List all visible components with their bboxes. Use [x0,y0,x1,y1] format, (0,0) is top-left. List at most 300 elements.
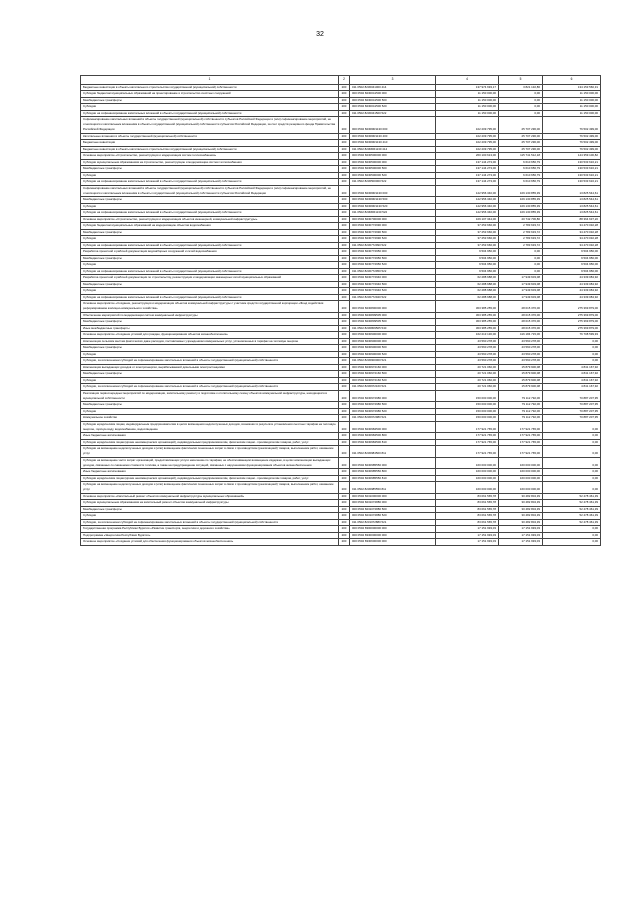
row-name: Субсидии юридическим лицам (кроме некоммерческих организаций), индивидуальным предпринимателям, физическим лицам - производителям товаров, работ, услуг [81,475,339,482]
row-approved: 160 000 000,00 [436,457,499,469]
row-budget-code: 000 0502 8300000000 000 [350,526,436,533]
row-executed: 79 112 792,06 [499,390,543,402]
row-name: Бюджетные инвестиции в объекты капитального строительства государственной (муниципальной) собственности [81,84,339,91]
row-approved: 122 956 340,00 [436,197,499,204]
row-line-code: 200 [339,153,350,160]
row-budget-code: 000 0502 8230972160 500 [350,371,436,378]
row-budget-code: 000 0502 823R0R1130 000 [350,117,436,134]
row-executed: 15 879 900,08 [499,377,543,384]
row-approved: 11 150 000,00 [436,97,499,104]
row-name: Субсидии, за исключением субсидий на софинансирование капитальных вложений в объекты государственной (муниципальной) собственности [81,384,339,391]
row-line-code: 200 [339,179,350,186]
row-name: Субсидии муниципальным образованиям на капитальный ремонт объектов коммунальной инфраструктуры [81,500,339,507]
row-line-code: 200 [339,402,350,409]
row-line-code: 200 [339,539,350,546]
row-executed: 177 921 765,00 [499,439,543,446]
row-name: Основное мероприятие «Создание, реконструкция и модернизация объектов коммунальной инфраструктуры с участием средств государственной корпорации «Фонд содействия реформированию жилищно-коммунального хозяйства» [81,301,339,313]
row-budget-code: 000 0502 8230985550 000 [350,457,436,469]
row-approved: 62 288 688,00 [436,275,499,282]
column-header: 2 [339,76,350,85]
row-budget-code: 000 0502 8230900000 000 [350,338,436,345]
row-unexecuted: 0,00 [543,421,601,433]
row-executed: 6 610 656,79 [499,166,543,173]
row-name: Обеспечение мероприятий по модернизации систем коммунальной инфраструктуры [81,312,339,319]
row-name: Подпрограмма «Энергетика Республики Бурятия» [81,532,339,539]
row-executed: 6 610 656,79 [499,172,543,179]
row-unexecuted: 130 533 616,21 [543,159,601,166]
row-approved: 20 721 060,00 [436,371,499,378]
row-line-code: 200 [339,97,350,104]
row-executed: 79 112 792,06 [499,402,543,409]
row-line-code: 200 [339,421,350,433]
row-budget-code: 000 0502 8230041500 000 [350,91,436,98]
row-budget-code: 000 0502 8230809505 500 [350,319,436,326]
row-unexecuted: 0,00 [543,526,601,533]
row-budget-code: 000 0502 8230500000 520 [350,172,436,179]
row-executed: 109 130 855,39 [499,197,543,204]
row-name: Компенсация сельским местам фактических даже расходов, поставляемых учреждениям коммунальных услуг, установленных в тарифах на тепловую энергию [81,338,339,345]
row-unexecuted: 70 887 207,95 [543,408,601,415]
row-unexecuted: 0,00 [543,469,601,476]
row-budget-code: 000 0502 8231072880 520 [350,513,436,520]
row-budget-code: 000 0502 8231072880 000 [350,500,436,507]
row-line-code: 200 [339,338,350,345]
row-budget-code: 000 0502 8230772950 500 [350,255,436,262]
row-budget-code: 000 0502 8230041500 500 [350,97,436,104]
row-line-code: 200 [339,345,350,352]
row-budget-code: 000 0502 8230972160 520 [350,377,436,384]
row-budget-code: 011 0502 8230772990 522 [350,242,436,249]
row-unexecuted: 0,00 [543,345,601,352]
row-unexecuted: 52 478 461,39 [543,519,601,526]
row-approved: 177 921 765,00 [436,439,499,446]
row-line-code: 200 [339,364,350,371]
column-header: 4 [436,76,499,85]
row-executed: 6 610 656,79 [499,179,543,186]
row-name: Государственная программа Республики Бурятия «Развитие транспорта, энергетики и дорожного хозяйства» [81,526,339,533]
row-unexecuted: 275 369 879,00 [543,301,601,313]
row-approved: 102 209 795,00 [436,140,499,147]
row-unexecuted: 275 369 879,00 [543,319,601,326]
row-unexecuted: 70 887 207,95 [543,390,601,402]
row-executed: 28 015 376,00 [499,319,543,326]
row-line-code: 200 [339,325,350,332]
row-line-code: 200 [339,249,350,256]
row-line-code: 200 [339,532,350,539]
row-approved: 17 151 993,03 [436,532,499,539]
row-approved: 102 209 795,00 [436,146,499,153]
row-line-code: 200 [339,185,350,197]
row-approved: 150 000 000,00 [436,402,499,409]
row-executed: 0,00 [499,255,543,262]
row-budget-code: 000 0502 8230500000 000 [350,153,436,160]
row-line-code: 200 [339,433,350,440]
row-executed: 109 130 855,39 [499,203,543,210]
row-unexecuted: 34 470 032,28 [543,229,601,236]
row-unexecuted: 0,00 [543,532,601,539]
budget-table [80,75,601,546]
row-approved: 109 107 344,00 [436,216,499,223]
row-budget-code: 011 0502 8230772940 522 [350,294,436,301]
table-row [81,482,601,494]
row-name: Иные бюджетные ассигнования [81,433,339,440]
row-budget-code: 000 0502 823R0R1130 520 [350,203,436,210]
row-executed: 43 560 278,00 [499,338,543,345]
row-budget-code: 011 0502 8230972160 521 [350,384,436,391]
table-row [81,185,601,197]
row-line-code: 200 [339,288,350,295]
row-line-code: 200 [339,133,350,140]
row-executed: 3 821 132,86 [499,84,543,91]
row-line-code: 200 [339,301,350,313]
row-unexecuted: 0,00 [543,539,601,546]
row-unexecuted: 76 502 499,00 [543,140,601,147]
row-line-code: 200 [339,197,350,204]
row-executed: 15 879 900,08 [499,364,543,371]
row-line-code: 200 [339,332,350,339]
row-line-code: 200 [339,351,350,358]
row-unexecuted: 0,00 [543,439,601,446]
row-line-code: 200 [339,319,350,326]
row-line-code: 200 [339,210,350,217]
row-approved: 160 000 000,00 [436,475,499,482]
row-approved: 150 000 000,00 [436,390,499,402]
row-name: Субсидии [81,172,339,179]
row-executed: 177 921 765,00 [499,421,543,433]
row-executed: 160 000 000,00 [499,482,543,494]
row-line-code: 200 [339,172,350,179]
row-name: Субсидии [81,288,339,295]
row-executed: 2 783 633,72 [499,229,543,236]
row-executed: 79 112 792,06 [499,415,543,422]
row-budget-code: 000 0502 8230800000 000 [350,301,436,313]
row-line-code: 200 [339,469,350,476]
row-unexecuted: 88 364 637,20 [543,216,601,223]
row-executed: 109 130 855,39 [499,185,543,197]
row-unexecuted: 4 841 167,92 [543,384,601,391]
table-row [81,446,601,458]
row-executed: 17 949 603,08 [499,288,543,295]
row-line-code: 200 [339,475,350,482]
row-executed: 30 482 804,39 [499,519,543,526]
row-executed: 2 783 633,72 [499,223,543,230]
row-budget-code: 011 0502 8230985550 811 [350,482,436,494]
row-budget-code: 000 0502 8230809505 000 [350,312,436,319]
row-budget-code: 011 0502 8231072880 521 [350,519,436,526]
row-unexecuted: 11 150 000,00 [543,110,601,117]
row-line-code: 200 [339,457,350,469]
row-budget-code: 000 0502 8230972980 000 [350,390,436,402]
row-approved: 83 061 565,78 [436,519,499,526]
row-line-code: 200 [339,110,350,117]
row-name: Межбюджетные трансферты [81,345,339,352]
row-unexecuted: 52 478 461,39 [543,493,601,500]
row-line-code: 200 [339,371,350,378]
row-name: Основное мероприятие «Создание условий для граждан, функционирования объектов жизнеобеспечения» [81,332,339,339]
row-budget-code: 011 0502 8230041500 522 [350,110,436,117]
row-approved: 162 213 130,00 [436,332,499,339]
row-approved: 122 956 340,00 [436,210,499,217]
row-unexecuted: 13 825 544,61 [543,210,601,217]
row-unexecuted: 130 533 616,21 [543,172,601,179]
row-name: Субсидии на возмещение недополученных доходов и (или) возмещение фактически понесенных затрат в связи с производством (реализацией) товаров, выполнением работ, оказанием услуг [81,446,339,458]
row-budget-code: 000 0502 8231072880 500 [350,506,436,513]
row-name: Капитальные вложения в объекты государственной (муниципальной) собственности [81,133,339,140]
row-approved: 62 288 688,00 [436,281,499,288]
row-line-code: 200 [339,146,350,153]
row-executed: 0,00 [499,249,543,256]
row-line-code: 200 [339,166,350,173]
row-executed: 115 741 512,18 [499,153,543,160]
row-approved: 137 144 273,00 [436,166,499,173]
row-line-code: 200 [339,519,350,526]
row-line-code: 200 [339,91,350,98]
row-name: Софинансирование капитальных вложений в объекты государственной (муниципальной) собственности субъектов Российской Федерации и (или) софинансирование мероприятий, не относящихся к капитальным вложениям в объекты государственной (муниципальной) собственности субъектов Российской Федерации [81,185,339,197]
row-name: Межбюджетные трансферты [81,97,339,104]
row-line-code: 200 [339,312,350,319]
row-unexecuted: 11 150 000,00 [543,97,601,104]
row-line-code: 200 [339,84,350,91]
table-row [81,539,601,546]
row-unexecuted: 0,00 [543,457,601,469]
row-name: Субсидии [81,104,339,111]
row-approved: 37 253 666,00 [436,242,499,249]
row-name: Основное мероприятие «Строительство, реконструкция и модернизация объектов инженерной, коммунальной инфраструктуры» [81,216,339,223]
row-approved: 11 150 000,00 [436,91,499,98]
row-unexecuted: 0,00 [543,482,601,494]
row-budget-code: 000 0502 8230772940 520 [350,288,436,295]
column-header: 6 [543,76,601,85]
table-row [81,390,601,402]
row-executed: 30 482 804,39 [499,513,543,520]
row-name: Субсидии на возмещение части затрат организаций, предоставляющих услуги населению по тарифам, не обеспечивающим возмещение издержек, в целях компенсации выпадающих доходов, связанных со снижением стоимости топлива, а также на предупреждение ситуаций, связанных с нарушениями функционирования объектов жизнеобеспечения [81,457,339,469]
row-name: Субсидии [81,203,339,210]
row-name: Бюджетные инвестиции [81,140,339,147]
row-line-code: 200 [339,159,350,166]
row-unexecuted: 275 369 879,00 [543,312,601,319]
row-name: Иные межбюджетные трансферты [81,325,339,332]
row-unexecuted: 76 502 499,00 [543,146,601,153]
row-executed: 177 921 765,00 [499,433,543,440]
row-unexecuted: 0,00 [543,338,601,345]
row-approved: 83 061 565,78 [436,493,499,500]
row-name: Субсидии юридическим лицам (кроме некоммерческих организаций), индивидуальным предпринимателям, физическим лицам - производителям товаров, работ, услуг [81,439,339,446]
column-header: 3 [350,76,436,85]
row-unexecuted: 9 504 950,00 [543,255,601,262]
row-unexecuted: 4 841 167,92 [543,377,601,384]
row-budget-code: 000 0502 8230700000 000 [350,216,436,223]
row-budget-code: 011 0502 823R0R1130 414 [350,146,436,153]
row-line-code: 200 [339,506,350,513]
row-executed: 177 921 765,00 [499,446,543,458]
row-approved: 43 560 278,00 [436,345,499,352]
row-executed: 17 949 603,08 [499,275,543,282]
row-approved: 20 721 060,00 [436,364,499,371]
row-line-code: 200 [339,117,350,134]
row-budget-code: 000 0502 823R0R1130 400 [350,133,436,140]
row-executed: 25 707 296,00 [499,133,543,140]
row-unexecuted: 0,00 [543,351,601,358]
row-line-code: 200 [339,513,350,520]
row-line-code: 200 [339,439,350,446]
row-name: Межбюджетные трансферты [81,402,339,409]
row-budget-code: 011 0502 8230984500 811 [350,446,436,458]
row-unexecuted: 134 153 560,31 [543,84,601,91]
row-name: Субсидии на софинансирование капитальных вложений в объекты государственной (муниципальной) собственности [81,268,339,275]
row-executed: 28 015 376,00 [499,312,543,319]
column-header: 5 [499,76,543,85]
row-name: Субсидии [81,351,339,358]
row-budget-code: 000 0502 8230985550 800 [350,469,436,476]
row-name: Межбюджетные трансферты [81,166,339,173]
row-approved: 177 921 765,00 [436,446,499,458]
row-executed: 2 783 633,72 [499,236,543,243]
row-budget-code: 011 0502 8230809505 540 [350,325,436,332]
row-unexecuted: 9 504 950,00 [543,268,601,275]
row-unexecuted: 0,00 [543,475,601,482]
row-budget-code: 000 0502 8230772940 000 [350,275,436,282]
row-name: Межбюджетные трансферты [81,255,339,262]
row-approved: 9 504 950,00 [436,268,499,275]
row-line-code: 200 [339,281,350,288]
row-budget-code: 000 0502 8230984500 810 [350,439,436,446]
row-budget-code: 000 0502 8230500000 000 [350,159,436,166]
row-approved: 9 504 950,00 [436,249,499,256]
row-line-code: 200 [339,262,350,269]
row-unexecuted: 0,00 [543,446,601,458]
row-unexecuted: 76 502 499,00 [543,117,601,134]
row-unexecuted: 34 470 032,28 [543,223,601,230]
row-name: Основное мероприятие «Капитальный ремонт объектов коммунальной инфраструктуры муниципальных образований» [81,493,339,500]
row-unexecuted: 11 150 000,00 [543,104,601,111]
row-line-code: 200 [339,236,350,243]
row-name: Субсидии, за исключением субсидий на софинансирование капитальных вложений в объекты государственной (муниципальной) собственности [81,358,339,365]
row-approved: 137 144 273,00 [436,179,499,186]
row-executed: 15 879 900,08 [499,384,543,391]
row-budget-code: 000 0502 8330600000 000 [350,539,436,546]
table-row [81,301,601,313]
row-unexecuted: 44 339 084,92 [543,294,601,301]
row-unexecuted: 34 470 032,28 [543,236,601,243]
row-executed: 0,00 [499,268,543,275]
row-approved: 122 956 340,00 [436,203,499,210]
row-unexecuted: 11 150 000,00 [543,91,601,98]
table-row [81,421,601,433]
table-row [81,117,601,134]
row-name: Межбюджетные трансферты [81,319,339,326]
row-budget-code: 000 0502 8230900000 500 [350,345,436,352]
row-name: Субсидии на софинансирование капитальных вложений в объекты государственной (муниципальной) собственности [81,110,339,117]
row-unexecuted: 144 359 100,82 [543,153,601,160]
column-header: 1 [81,76,339,85]
row-budget-code: 000 0502 8230772990 000 [350,223,436,230]
table-header-row [81,76,601,85]
row-name: Субсидии [81,236,339,243]
row-approved: 62 288 688,00 [436,294,499,301]
row-approved: 43 560 278,00 [436,338,499,345]
row-approved: 20 721 060,00 [436,384,499,391]
row-unexecuted: 76 708 599,93 [543,332,601,339]
row-unexecuted: 0,00 [543,433,601,440]
row-budget-code: 000 0502 8230500000 500 [350,166,436,173]
row-approved: 83 061 565,78 [436,506,499,513]
row-budget-code: 011 0502 8230972980 521 [350,415,436,422]
table-row [81,457,601,469]
row-name: Субсидии на возмещение недополученных доходов и (или) возмещение фактически понесенных затрат в связи с производством (реализацией) товаров, выполнением работ, оказанием услуг [81,482,339,494]
row-executed: 30 482 804,39 [499,500,543,507]
row-executed: 79 112 792,06 [499,408,543,415]
row-unexecuted: 44 339 084,92 [543,288,601,295]
row-line-code: 200 [339,358,350,365]
row-name: Субсидии [81,377,339,384]
row-approved: 11 150 000,00 [436,110,499,117]
row-line-code: 200 [339,275,350,282]
row-approved: 17 151 993,03 [436,539,499,546]
row-approved: 137 144 273,00 [436,172,499,179]
row-name: Компенсация выпадающих доходов от электроэнергии, вырабатываемой дизельными электростанциями [81,364,339,371]
row-executed: 17 151 993,03 [499,532,543,539]
row-approved: 37 253 666,00 [436,223,499,230]
row-budget-code: 000 0502 8231000000 000 [350,493,436,500]
row-budget-code: 011 0502 8230041000 414 [350,84,436,91]
row-unexecuted: 130 533 616,21 [543,179,601,186]
row-approved: 303 385 255,00 [436,312,499,319]
row-name: Межбюджетные трансферты [81,229,339,236]
row-executed: 43 560 278,00 [499,358,543,365]
row-executed: 0,00 [499,104,543,111]
row-line-code: 200 [339,104,350,111]
row-budget-code: 000 0502 8230972980 520 [350,408,436,415]
row-approved: 177 921 765,00 [436,421,499,433]
row-budget-code: 000 0502 8230972160 000 [350,364,436,371]
row-budget-code: 000 0502 8330000000 000 [350,532,436,539]
row-approved: 122 956 340,00 [436,185,499,197]
row-approved: 303 385 255,00 [436,319,499,326]
row-name: Иные бюджетные ассигнования [81,469,339,476]
row-approved: 150 000 000,00 [436,415,499,422]
row-approved: 9 504 950,00 [436,262,499,269]
row-name: Межбюджетные трансферты [81,371,339,378]
row-approved: 43 560 278,00 [436,351,499,358]
page-number: 32 [316,31,324,38]
row-name: Субсидии бюджетам муниципальных образований на модернизацию объектов водоснабжения [81,223,339,230]
row-name: Реализация первоочередных мероприятий по модернизации, капитальному ремонту и подготовке к отопительному сезону объектов коммунальной инфраструктуры, находящихся в муниципальной собственности [81,390,339,402]
row-budget-code: 000 0502 8230772950 520 [350,262,436,269]
row-budget-code: 000 0502 8230772940 500 [350,281,436,288]
row-budget-code: 000 0502 8230984500 800 [350,433,436,440]
row-name: Субсидии на софинансирование капитальных вложений в объекты государственной (муниципальной) собственности [81,210,339,217]
row-executed: 30 482 804,39 [499,506,543,513]
row-executed: 17 151 993,03 [499,539,543,546]
row-executed: 109 130 855,39 [499,210,543,217]
row-approved: 9 504 950,00 [436,255,499,262]
row-executed: 43 560 278,00 [499,351,543,358]
row-line-code: 200 [339,408,350,415]
row-line-code: 200 [339,268,350,275]
row-approved: 20 721 060,00 [436,377,499,384]
row-approved: 160 000 000,00 [436,469,499,476]
row-approved: 303 385 255,00 [436,325,499,332]
row-approved: 83 061 565,78 [436,500,499,507]
row-approved: 150 000 000,00 [436,408,499,415]
row-approved: 177 921 765,00 [436,433,499,440]
row-unexecuted: 4 841 167,92 [543,364,601,371]
row-budget-code: 000 0502 8230984500 000 [350,421,436,433]
row-unexecuted: 4 841 167,92 [543,371,601,378]
row-approved: 37 253 666,00 [436,236,499,243]
row-executed: 25 707 296,00 [499,146,543,153]
row-executed: 17 949 603,08 [499,281,543,288]
